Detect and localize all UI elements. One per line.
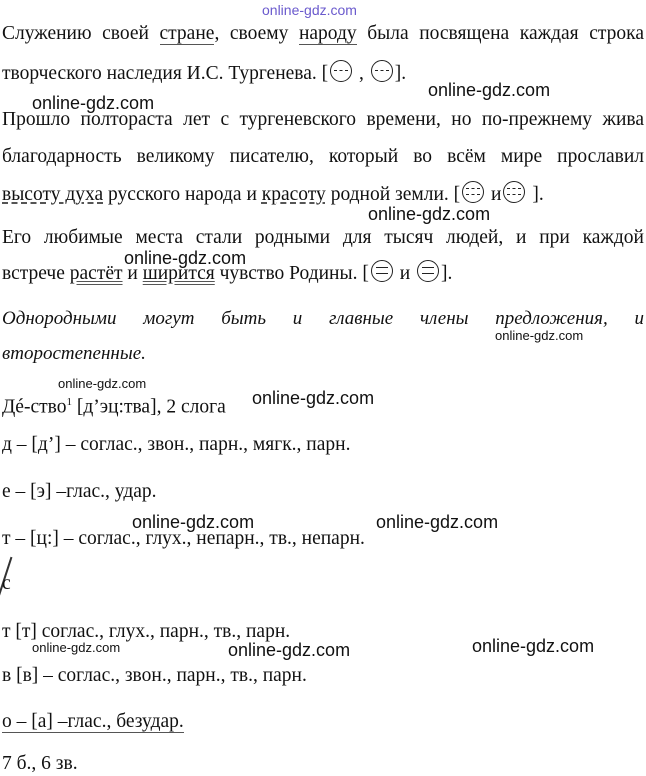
text: русского народа и (103, 184, 262, 205)
footnote-mark: 1 (66, 396, 72, 408)
watermark-top: online-gdz.com (262, 2, 357, 18)
text: ]. (441, 263, 453, 284)
watermark: online-gdz.com (132, 512, 255, 532)
watermark: online-gdz.com (32, 640, 121, 655)
predicate-word: ширится (142, 263, 215, 284)
text: родной земли. [ (325, 184, 461, 205)
predicate-word: растёт (69, 263, 123, 284)
p3-line1: Его любимые места стали родными для тысяч людей, и при каждой (2, 227, 644, 248)
analysis-row (2, 710, 184, 734)
text: и (486, 184, 502, 205)
note-line2: второстепенные. (2, 343, 146, 364)
text: и (394, 263, 416, 284)
subject-word: стране (159, 23, 215, 44)
homogeneous-member-icon (503, 181, 525, 203)
object-word: красоту (261, 184, 326, 205)
text: ]. (527, 184, 544, 205)
watermark: online-gdz.com (368, 204, 491, 224)
subject-word: народу (298, 23, 357, 44)
text: Служению своей (2, 23, 160, 44)
watermark: online-gdz.com (472, 636, 595, 656)
p2-line2: благодарность великому писателю, который во всём мире прославил (2, 146, 644, 167)
analysis-row: т [т] соглас., глух., парн., тв., парн. (2, 621, 291, 642)
text: встрече (2, 263, 70, 284)
homogeneous-member-icon (462, 181, 484, 203)
p1-line2 (2, 60, 406, 86)
watermark: online-gdz.com (32, 93, 155, 113)
homogeneous-member-icon (417, 260, 439, 282)
watermark: online-gdz.com (252, 388, 375, 408)
word: Дé-ство (2, 396, 67, 418)
homogeneous-member-icon (371, 60, 393, 82)
analysis-total: 7 б., 6 зв. (2, 753, 78, 774)
analysis-row: д – [д’] – соглас., звон., парн., мягк., парн. (2, 434, 351, 455)
text: , (354, 63, 369, 84)
watermark: online-gdz.com (428, 80, 551, 100)
text: и (122, 263, 143, 284)
text: творческого наследия И.С. Тургенева. [ (2, 63, 329, 84)
object-words: высоту духа (2, 184, 104, 205)
text: о – [а] –глас., безудар. (2, 711, 184, 732)
homogeneous-member-icon (371, 260, 393, 282)
p1-line1 (2, 22, 644, 46)
text: ]. (394, 63, 407, 84)
transcription: [д’эц:тва], 2 слога (71, 396, 226, 418)
watermark: online-gdz.com (228, 640, 351, 660)
analysis-row: е – [э] –глас., удар. (2, 481, 157, 502)
analysis-row: т – [ц:] – соглас., глух., непарн., тв., непарн. (2, 528, 365, 549)
p3-line2 (2, 260, 452, 286)
note-line1: Однородными могут быть и главные члены предложения, и (2, 308, 644, 329)
analysis-row: в [в] – соглас., звон., парн., тв., парн. (2, 665, 307, 686)
watermark: online-gdz.com (495, 328, 584, 343)
text: , своему (214, 23, 299, 44)
analysis-row: с (2, 573, 11, 594)
text: чувство Родины. [ (214, 263, 369, 284)
watermark: online-gdz.com (58, 376, 147, 391)
homogeneous-member-icon (330, 60, 352, 82)
text: была посвящена каждая строка (356, 23, 644, 44)
watermark: online-gdz.com (124, 248, 247, 268)
word-transcription (2, 390, 226, 420)
p2-line1: Прошло полтораста лет с тургеневского времени, но по-прежнему жива (2, 109, 644, 130)
watermark: online-gdz.com (376, 512, 499, 532)
